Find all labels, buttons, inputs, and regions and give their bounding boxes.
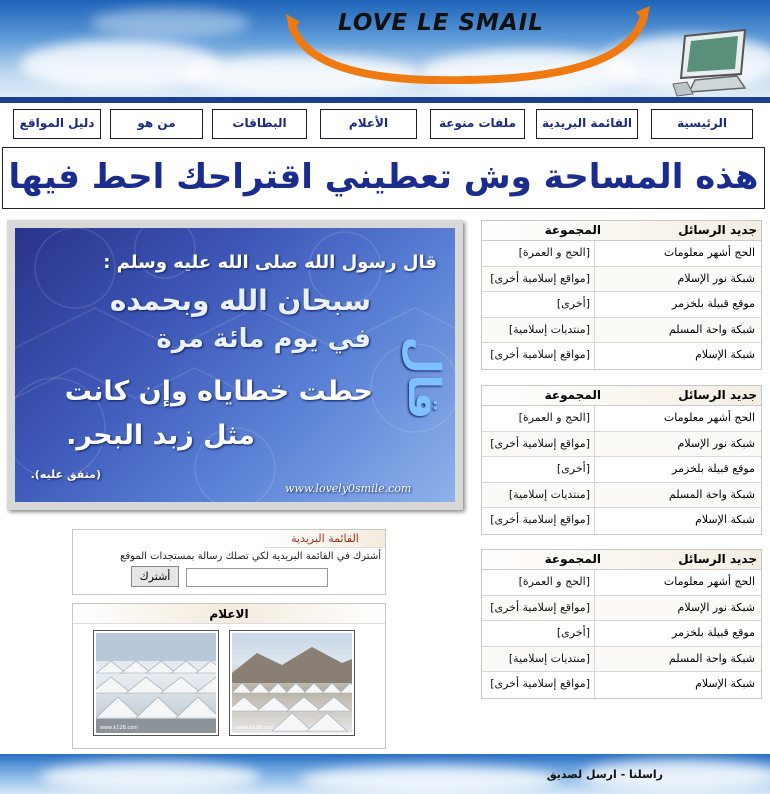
flags-box [72,603,386,749]
flag-thumbnail[interactable] [229,630,355,736]
group-link[interactable]: [منتديات إسلامية] [482,318,594,343]
feature-line-4: حطت خطاياه وإن كانت [64,376,373,407]
feature-line-3: في يوم مائة مرة [156,324,371,354]
thumb-caption: www.k128.com [100,725,139,731]
table-row[interactable] [482,318,761,344]
panel-header [482,221,761,241]
messages-panel-2 [481,385,762,535]
message-link[interactable]: موقع قبيلة بلخزمر [594,292,761,317]
table-row[interactable] [482,292,761,318]
thumb-caption: www.k128.com [236,725,275,731]
nav-flags[interactable]: الأعلام [320,109,417,139]
col-header-group: المجموعة [544,552,601,566]
footer-cloud [300,766,560,794]
message-link[interactable]: الحج أشهر معلومات [594,570,761,595]
col-header-group: المجموعة [544,223,601,237]
message-link[interactable]: شبكة واحة المسلم [594,318,761,343]
tents-image [96,633,216,733]
group-link[interactable]: [أخرى] [556,626,590,639]
message-link[interactable]: موقع قبيلة بلخزمر [594,457,761,482]
group-link[interactable]: [منتديات إسلامية] [482,647,594,672]
footer-separator: - [616,768,629,781]
group-link[interactable]: [مواقع إسلامية أخرى] [490,677,590,690]
group-link[interactable]: [مواقع إسلامية أخرى] [482,432,594,457]
nav-mailing-list[interactable]: القائمة البريدية [536,109,638,139]
message-link[interactable]: شبكة نور الإسلام [594,267,761,292]
group-link[interactable]: [مواقع إسلامية أخرى] [482,267,594,292]
message-link[interactable]: شبكة الإسلام [594,343,761,369]
site-footer [0,754,770,794]
message-link[interactable]: شبكة الإسلام [594,672,761,698]
footer-cloud [40,762,260,792]
table-row[interactable] [482,406,761,432]
group-link[interactable]: [منتديات إسلامية] [482,483,594,508]
messages-panel-3 [481,549,762,699]
header-divider [0,97,770,103]
group-link[interactable]: [أخرى] [556,462,590,475]
monitor-icon [665,28,755,98]
contact-us-link[interactable]: راسلنا [628,768,663,781]
col-header-messages: جديد الرسائل [678,388,757,402]
col-header-messages: جديد الرسائل [678,552,757,566]
table-row[interactable] [482,432,761,458]
nav-misc-files[interactable]: ملفات منوعة [430,109,525,139]
table-row[interactable] [482,343,761,369]
header-cloud [90,8,250,38]
group-link[interactable]: [الحج و العمرة] [518,575,590,588]
group-link[interactable]: [الحج و العمرة] [518,411,590,424]
table-row[interactable] [482,570,761,596]
group-link[interactable]: [مواقع إسلامية أخرى] [490,348,590,361]
feature-image-inner [15,228,455,502]
table-row[interactable] [482,596,761,622]
table-row[interactable] [482,508,761,534]
mailing-list-description: أشترك في القائمة البريدية لكي تصلك رسالة بمستجدات الموقع [120,551,381,562]
table-row[interactable] [482,267,761,293]
col-header-group: المجموعة [544,388,601,402]
table-row[interactable] [482,647,761,673]
nav-home[interactable]: الرئيسية [651,109,753,139]
group-link[interactable]: [مواقع إسلامية أخرى] [490,513,590,526]
message-link[interactable]: شبكة واحة المسلم [594,483,761,508]
group-link[interactable]: [الحج و العمرة] [518,246,590,259]
message-link[interactable]: شبكة واحة المسلم [594,647,761,672]
table-row[interactable] [482,457,761,483]
flag-thumbnail[interactable] [93,630,219,736]
table-row[interactable] [482,621,761,647]
feature-image [7,220,463,510]
group-link[interactable]: [مواقع إسلامية أخرى] [482,596,594,621]
feature-line-5: مثل زبد البحر. [66,420,255,451]
table-row[interactable] [482,672,761,698]
panel-header [482,386,761,406]
message-link[interactable]: شبكة الإسلام [594,508,761,534]
message-link[interactable]: الحج أشهر معلومات [594,406,761,431]
feature-line-1: قال رسول الله صلى الله عليه وسلم : [103,252,437,273]
feature-side-text: قال [398,336,449,420]
mailing-list-box [72,529,386,595]
feature-source: (متفق عليه). [30,468,101,481]
messages-panel-1 [481,220,762,370]
table-row[interactable] [482,483,761,509]
nav-cards[interactable]: البطاقات [212,109,307,139]
subscribe-button[interactable]: أشترك [131,566,179,587]
tell-friend-link[interactable]: ارسل لصديق [546,768,617,781]
col-header-messages: جديد الرسائل [678,223,757,237]
flags-title: الاعلام [73,604,385,624]
message-link[interactable]: الحج أشهر معلومات [594,241,761,266]
message-link[interactable]: شبكة نور الإسلام [594,432,761,457]
table-row[interactable] [482,241,761,267]
panel-header [482,550,761,570]
message-link[interactable]: شبكة نور الإسلام [594,596,761,621]
mailing-list-title: القائمة البريدية [265,530,385,548]
tents-icon [96,633,216,733]
tents-image [232,633,352,733]
message-link[interactable]: موقع قبيلة بلخزمر [594,621,761,646]
ad-banner[interactable]: هذه المساحة وش تعطيني اقتراحك احط فيها [2,147,765,209]
email-field[interactable] [186,568,328,587]
group-link[interactable]: [أخرى] [556,297,590,310]
feature-line-2: سبحان الله وبحمده [109,284,371,317]
site-header [0,0,770,103]
nav-about[interactable]: من هو [110,109,203,139]
tents-icon [232,633,352,733]
footer-links [547,768,663,781]
site-logo[interactable]: LOVE LE SMAIL [338,10,544,36]
nav-sites-directory[interactable]: دليل المواقع [13,109,101,139]
feature-site-url: www.lovely0smile.com [285,482,412,495]
